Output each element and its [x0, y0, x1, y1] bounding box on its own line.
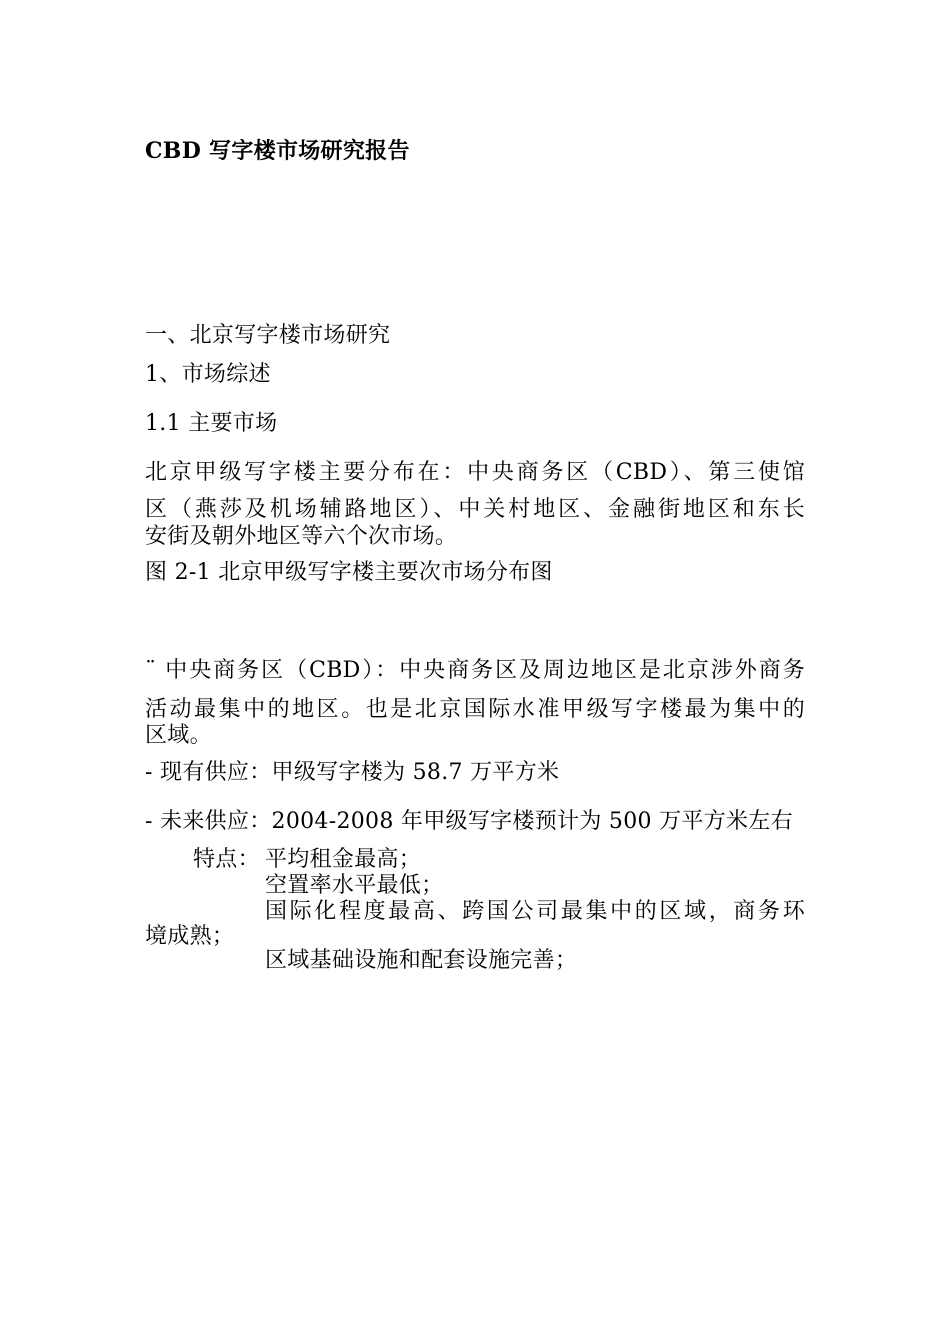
feature-item-continued: 境成熟；: [145, 924, 235, 949]
paragraph-line: 区（燕莎及机场辅路地区）、中关村地区、金融街地区和东长: [145, 497, 805, 522]
paragraph-line: 活动最集中的地区。也是北京国际水准甲级写字楼最为集中的: [145, 697, 805, 722]
subsection-heading-1-1: 1.1 主要市场: [145, 411, 278, 436]
paragraph-line: 安街及朝外地区等六个次市场。: [145, 524, 458, 549]
subsection-heading: 1、市场综述: [145, 362, 271, 387]
paragraph-line: 区域。: [145, 723, 212, 748]
feature-item: 空置率水平最低；: [265, 873, 444, 898]
figure-caption: 图 2-1 北京甲级写字楼主要次市场分布图: [145, 560, 553, 585]
feature-item: 平均租金最高；: [265, 847, 422, 872]
feature-item: 国际化程度最高、跨国公司最集中的区域，商务环: [265, 899, 805, 924]
paragraph-line: 北京甲级写字楼主要分布在：中央商务区（CBD）、第三使馆: [145, 460, 805, 485]
document-title: CBD 写字楼市场研究报告: [145, 138, 410, 164]
paragraph-line: ¨ 中央商务区（CBD）：中央商务区及周边地区是北京涉外商务: [145, 658, 805, 683]
features-label: 特点：: [193, 847, 260, 872]
future-supply: - 未来供应：2004-2008 年甲级写字楼预计为 500 万平方米左右: [145, 809, 793, 834]
section-heading: 一、北京写字楼市场研究: [145, 323, 391, 348]
current-supply: - 现有供应：甲级写字楼为 58.7 万平方米: [145, 760, 560, 785]
feature-item: 区域基础设施和配套设施完善；: [265, 948, 578, 973]
